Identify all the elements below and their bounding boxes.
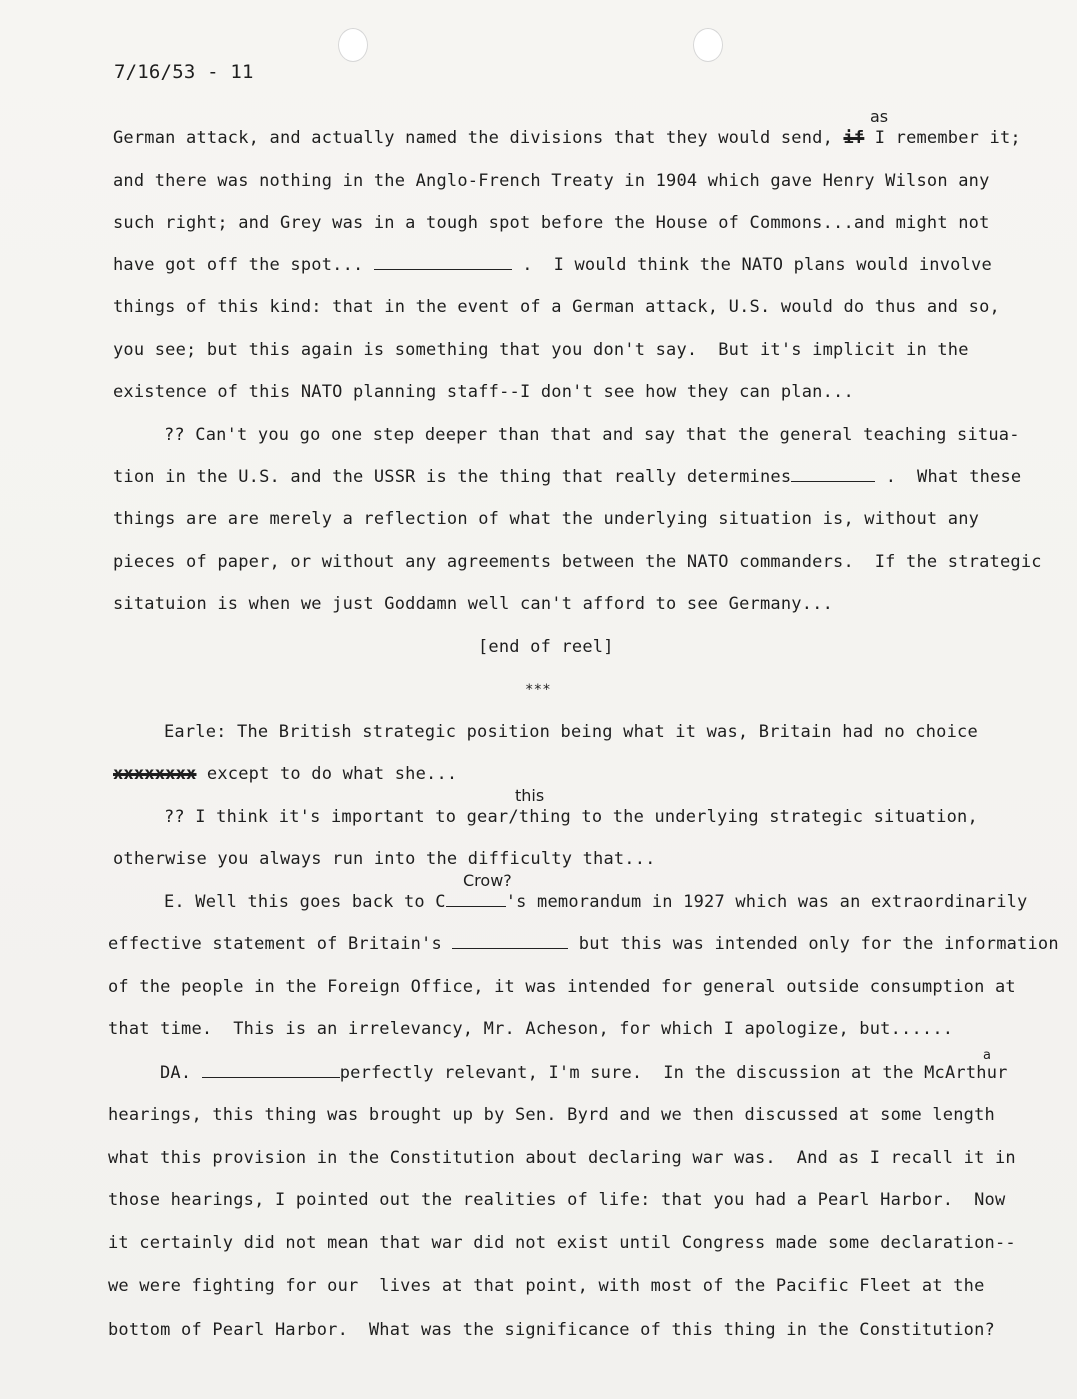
text-line-17: ?? I think it's important to gear/thing to the underlying strategic situation,	[164, 807, 978, 827]
text-line-28: we were fighting for our lives at that point, with most of the Pacific Fleet at the	[108, 1276, 985, 1296]
text-line-29: bottom of Pearl Harbor. What was the significance of this thing in the Constitution?	[108, 1320, 995, 1340]
text-line-19: E. Well this goes back to C 's memorandum in 1927 which was an extraordinarily	[164, 892, 1028, 912]
text-line-22: that time. This is an irrelevancy, Mr. Acheson, for which I apologize, but......	[108, 1019, 954, 1039]
text-line-16: xxxxxxxx except to do what she...	[113, 764, 458, 784]
blank-line	[374, 267, 512, 270]
interlinear-as: as	[870, 107, 889, 126]
struck-word: xxxxxxxx	[113, 764, 197, 784]
text-line-26: those hearings, I pointed out the realities of life: that you had a Pearl Harbor. Now	[108, 1190, 1006, 1210]
end-of-reel: [end of reel]	[478, 637, 614, 657]
interlinear-crow: Crow?	[463, 871, 512, 890]
text-line-1: German attack, and actually named the divisions that they would send, if I remember it;	[113, 128, 1021, 148]
text-line-8: ?? Can't you go one step deeper than that and say that the general teaching situa-	[164, 425, 1020, 445]
text-line-24: hearings, this thing was brought up by Sen. Byrd and we then discussed at some length	[108, 1105, 995, 1125]
text-line-18: otherwise you always run into the difficulty that...	[113, 849, 656, 869]
interlinear-this: this	[515, 786, 545, 805]
punch-hole-left	[338, 28, 368, 62]
blank-line	[452, 946, 568, 949]
section-separator: ***	[525, 682, 551, 698]
text-line-12: sitatuion is when we just Goddamn well can't afford to see Germany...	[113, 594, 834, 614]
page-header: 7/16/53 - 11	[114, 61, 254, 83]
text-line-23: DA. perfectly relevant, I'm sure. In the discussion at the McArthur	[160, 1063, 1008, 1083]
text-line-21: of the people in the Foreign Office, it was intended for general outside consumption at	[108, 977, 1016, 997]
text-line-11: pieces of paper, or without any agreements between the NATO commanders. If the strategic	[113, 552, 1042, 572]
text-line-25: what this provision in the Constitution about declaring war was. And as I recall it in	[108, 1148, 1016, 1168]
text-line-earle: Earle: The British strategic position being what it was, Britain had no choice	[164, 722, 978, 742]
text-line-6: you see; but this again is something that you don't say. But it's implicit in the	[113, 340, 969, 360]
text-line-2: and there was nothing in the Anglo-French Treaty in 1904 which gave Henry Wilson any	[113, 171, 990, 191]
punch-hole-right	[693, 28, 723, 62]
text-line-10: things are are merely a reflection of what the underlying situation is, without any	[113, 509, 980, 529]
text-line-3: such right; and Grey was in a tough spot before the House of Commons...and might not	[113, 213, 990, 233]
text-line-4: have got off the spot... . I would think the NATO plans would involve	[113, 255, 992, 275]
struck-word: if	[843, 128, 865, 148]
blank-line	[791, 479, 875, 482]
blank-line	[446, 904, 506, 907]
text-line-5: things of this kind: that in the event of a German attack, U.S. would do thus and so,	[113, 297, 1000, 317]
text-line-27: it certainly did not mean that war did not exist until Congress made some declaration--	[108, 1233, 1016, 1253]
blank-line	[202, 1075, 340, 1078]
text-line-20: effective statement of Britain's but this was intended only for the information	[108, 934, 1059, 954]
text-line-9: tion in the U.S. and the USSR is the thing that really determines . What these	[113, 467, 1022, 487]
interlinear-caret-a: a	[983, 1048, 991, 1063]
text-line-7: existence of this NATO planning staff--I don't see how they can plan...	[113, 382, 854, 402]
